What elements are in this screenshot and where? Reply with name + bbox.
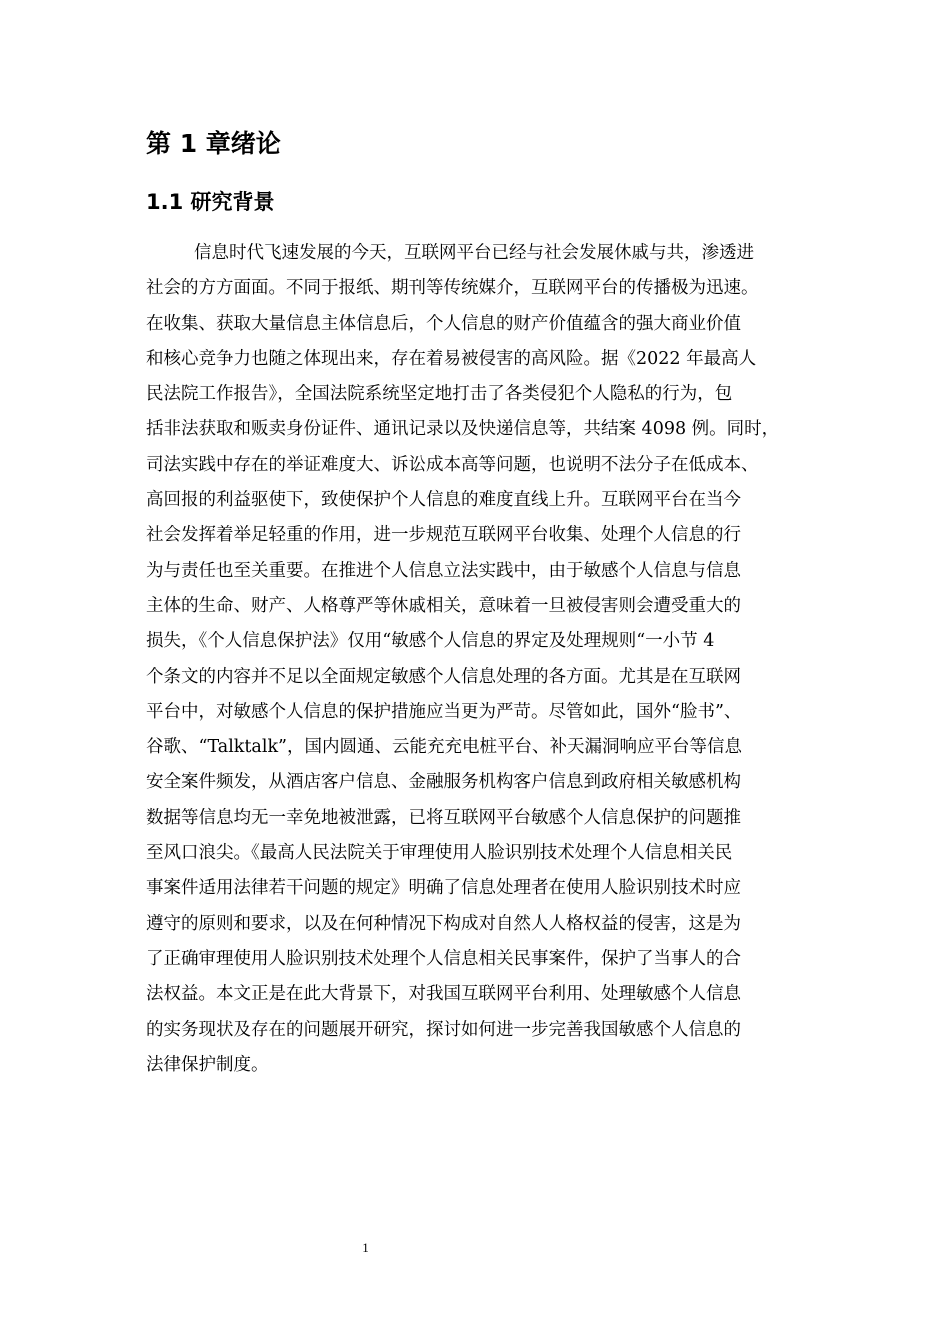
paragraph-line: 在收集、获取大量信息主体信息后，个人信息的财产价值蕴含的强大商业价值: [146, 313, 741, 334]
paragraph-line: 高回报的利益驱使下，致使保护个人信息的难度直线上升。互联网平台在当今: [146, 490, 741, 511]
paragraph-line: 为与责任也至关重要。在推进个人信息立法实践中，由于敏感个人信息与信息: [146, 560, 741, 581]
paragraph-line: 民法院工作报告》，全国法院系统坚定地打击了各类侵犯个人隐私的行为，包: [146, 384, 733, 405]
paragraph-line: 安全案件频发，从酒店客户信息、金融服务机构客户信息到政府相关敏感机构: [146, 772, 741, 793]
paragraph-line: 平台中，对敏感个人信息的保护措施应当更为严苛。尽管如此，国外“脸书”、: [146, 701, 742, 722]
paragraph-line: 个条文的内容并不足以全面规定敏感个人信息处理的各方面。尤其是在互联网: [146, 666, 741, 687]
chapter-title: 第 1 章绪论: [146, 129, 281, 158]
paragraph-line: 损失，《个人信息保护法》仅用“敏感个人信息的界定及处理规则“一小节 4: [146, 631, 715, 652]
paragraph-line: 的实务现状及存在的问题展开研究，探讨如何进一步完善我国敏感个人信息的: [146, 1019, 741, 1040]
paragraph-line: 法律保护制度。: [146, 1054, 269, 1075]
paragraph-line: 社会的方方面面。不同于报纸、期刊等传统媒介，互联网平台的传播极为迅速。: [146, 278, 759, 299]
paragraph-line: 遵守的原则和要求，以及在何种情况下构成对自然人人格权益的侵害，这是为: [146, 913, 741, 934]
section-title: 1.1 研究背景: [146, 190, 275, 214]
paragraph-line: 司法实践中存在的举证难度大、诉讼成本高等问题，也说明不法分子在低成本、: [146, 454, 759, 475]
paragraph-line: 数据等信息均无一幸免地被泄露，已将互联网平台敏感个人信息保护的问题推: [146, 807, 741, 828]
paragraph-line: 和核心竞争力也随之体现出来，存在着易被侵害的高风险。据《2022 年最高人: [146, 348, 757, 369]
paragraph-line: 至风口浪尖。《最高人民法院关于审理使用人脸识别技术处理个人信息相关民: [146, 843, 733, 864]
paragraph-line: 社会发挥着举足轻重的作用，进一步规范互联网平台收集、处理个人信息的行: [146, 525, 741, 546]
paragraph-line: 信息时代飞速发展的今天，互联网平台已经与社会发展休戚与共，渗透进: [194, 243, 754, 263]
paragraph-line: 括非法获取和贩卖身份证件、通讯记录以及快递信息等，共结案 4098 例。同时，: [146, 419, 780, 440]
paragraph-line: 主体的生命、财产、人格尊严等休戚相关，意味着一旦被侵害则会遭受重大的: [146, 595, 741, 616]
paragraph-line: 事案件适用法律若干问题的规定》明确了信息处理者在使用人脸识别技术时应: [146, 878, 741, 899]
paragraph-line: 了正确审理使用人脸识别技术处理个人信息相关民事案件，保护了当事人的合: [146, 948, 741, 969]
paragraph-line: 法权益。本文正是在此大背景下，对我国互联网平台利用、处理敏感个人信息: [146, 984, 741, 1005]
body-paragraph: [146, 236, 816, 1083]
paragraph-line: 谷歌、“Talktalk”，国内圆通、云能充充电桩平台、补天漏洞响应平台等信息: [146, 737, 743, 758]
page-number: 1: [362, 1240, 369, 1255]
